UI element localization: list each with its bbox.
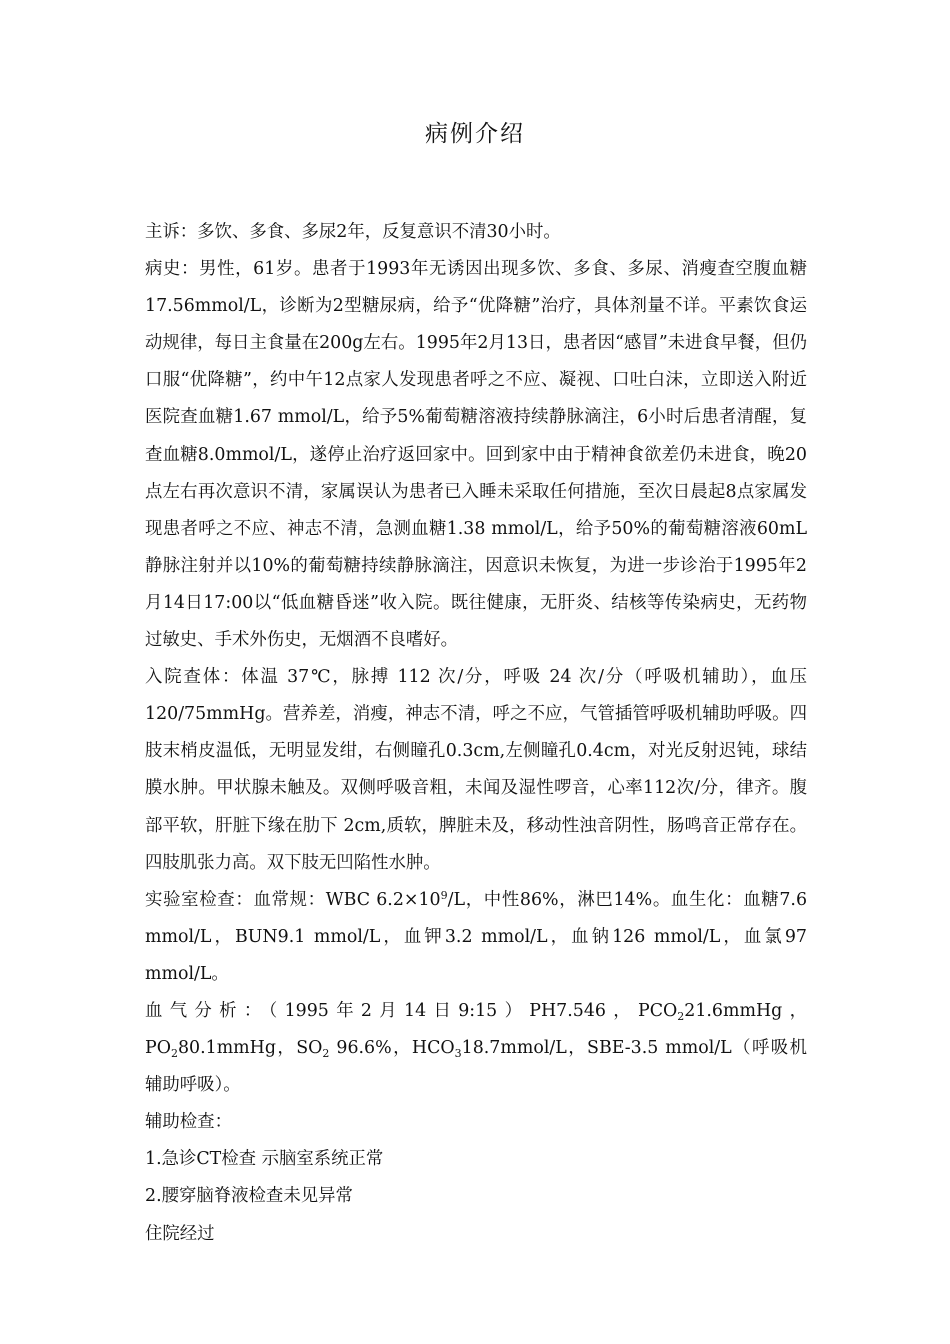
physical-exam: 入院查体：体温 37℃，脉搏 112 次/分，呼吸 24 次/分（呼吸机辅助），血压120/75mmHg。营养差，消瘦，神志不清，呼之不应，气管插管呼吸机辅助呼吸。四肢末梢皮温低，无明显发绀，右侧瞳孔0.3cm,左侧瞳孔0.4cm，对光反射迟钝，球结膜水肿。甲状腺未触及。双侧呼吸音粗，未闻及湿性啰音，心率112次/分，律齐。腹部平软，肝脏下缘在肋下 2cm,质软，脾脏未及，移动性浊音阴性，肠鸣音正常存在。四肢肌张力高。双下肢无凹陷性水肿。 [145,667,807,873]
blood-gas-text-2: 21.6mmHg，PO [145,1000,807,1059]
aux-exam-item: 2.腰穿脑脊液检查未见异常 [145,1186,353,1207]
blood-gas-sub-2: 2 [170,1047,178,1061]
aux-exam-item: 1.急诊CT检查 示脑室系统正常 [145,1149,384,1170]
lab-exponent: 9 [440,888,448,902]
blood-gas-text-4: 96.6%，HCO [329,1038,455,1059]
blood-gas [145,993,807,1104]
medical-history: 病史：男性，61岁。患者于1993年无诱因出现多饮、多食、多尿、消瘦查空腹血糖17.56mmol/L，诊断为2型糖尿病，给予“优降糖”治疗，具体剂量不详。平素饮食运动规律，每日主食量在200g左右。1995年2月13日，患者因“感冒”未进食早餐，但仍口服“优降糖”，约中午12点家人发现患者呼之不应、凝视、口吐白沫，立即送入附近医院查血糖1.67 mmol/L，给予5%葡萄糖溶液持续静脉滴注，6小时后患者清醒，复查血糖8.0mmol/L，遂停止治疗返回家中。回到家中由于精神食欲差仍未进食，晚20点左右再次意识不清，家属误认为患者已入睡未采取任何措施，至次日晨起8点家属发现患者呼之不应、神志不清，急测血糖1.38 mmol/L，给予50%的葡萄糖溶液60mL静脉注射并以10%的葡萄糖持续静脉滴注，因意识未恢复，为进一步诊治于1995年2月14日17:00以“低血糖昏迷”收入院。既往健康，无肝炎、结核等传染病史，无药物过敏史、手术外伤史，无烟酒不良嗜好。 [145,259,807,651]
blood-gas-sub-1: 2 [677,1009,685,1023]
page-title: 病例介绍 [425,121,525,147]
document-body [145,214,807,1253]
lab-text-1: 实验室检查：血常规：WBC 6.2×10 [145,889,441,910]
lab-results [145,882,807,993]
aux-exam-heading: 辅助检查： [145,1112,232,1133]
blood-gas-text-5: 18.7mmol/L，SBE-3.5 mmol/L（呼吸机辅助呼吸）。 [145,1038,808,1096]
blood-gas-sub-4: 3 [454,1047,462,1061]
blood-gas-text-1: 血气分析：（1995年2月14日9:15）PH7.546，PCO [145,1000,678,1021]
blood-gas-text-3: 80.1mmHg，SO [177,1038,323,1059]
blood-gas-sub-3: 2 [322,1047,330,1061]
lab-text-2: /L，中性86%，淋巴14%。血生化：血糖7.6 mmol/L，BUN9.1 mmol/L，血钾3.2 mmol/L，血钠126 mmol/L，血氯97 mmol/L。 [145,889,808,984]
chief-complaint: 主诉：多饮、多食、多尿2年，反复意识不清30小时。 [145,222,561,242]
hospital-course-heading: 住院经过 [145,1223,215,1244]
